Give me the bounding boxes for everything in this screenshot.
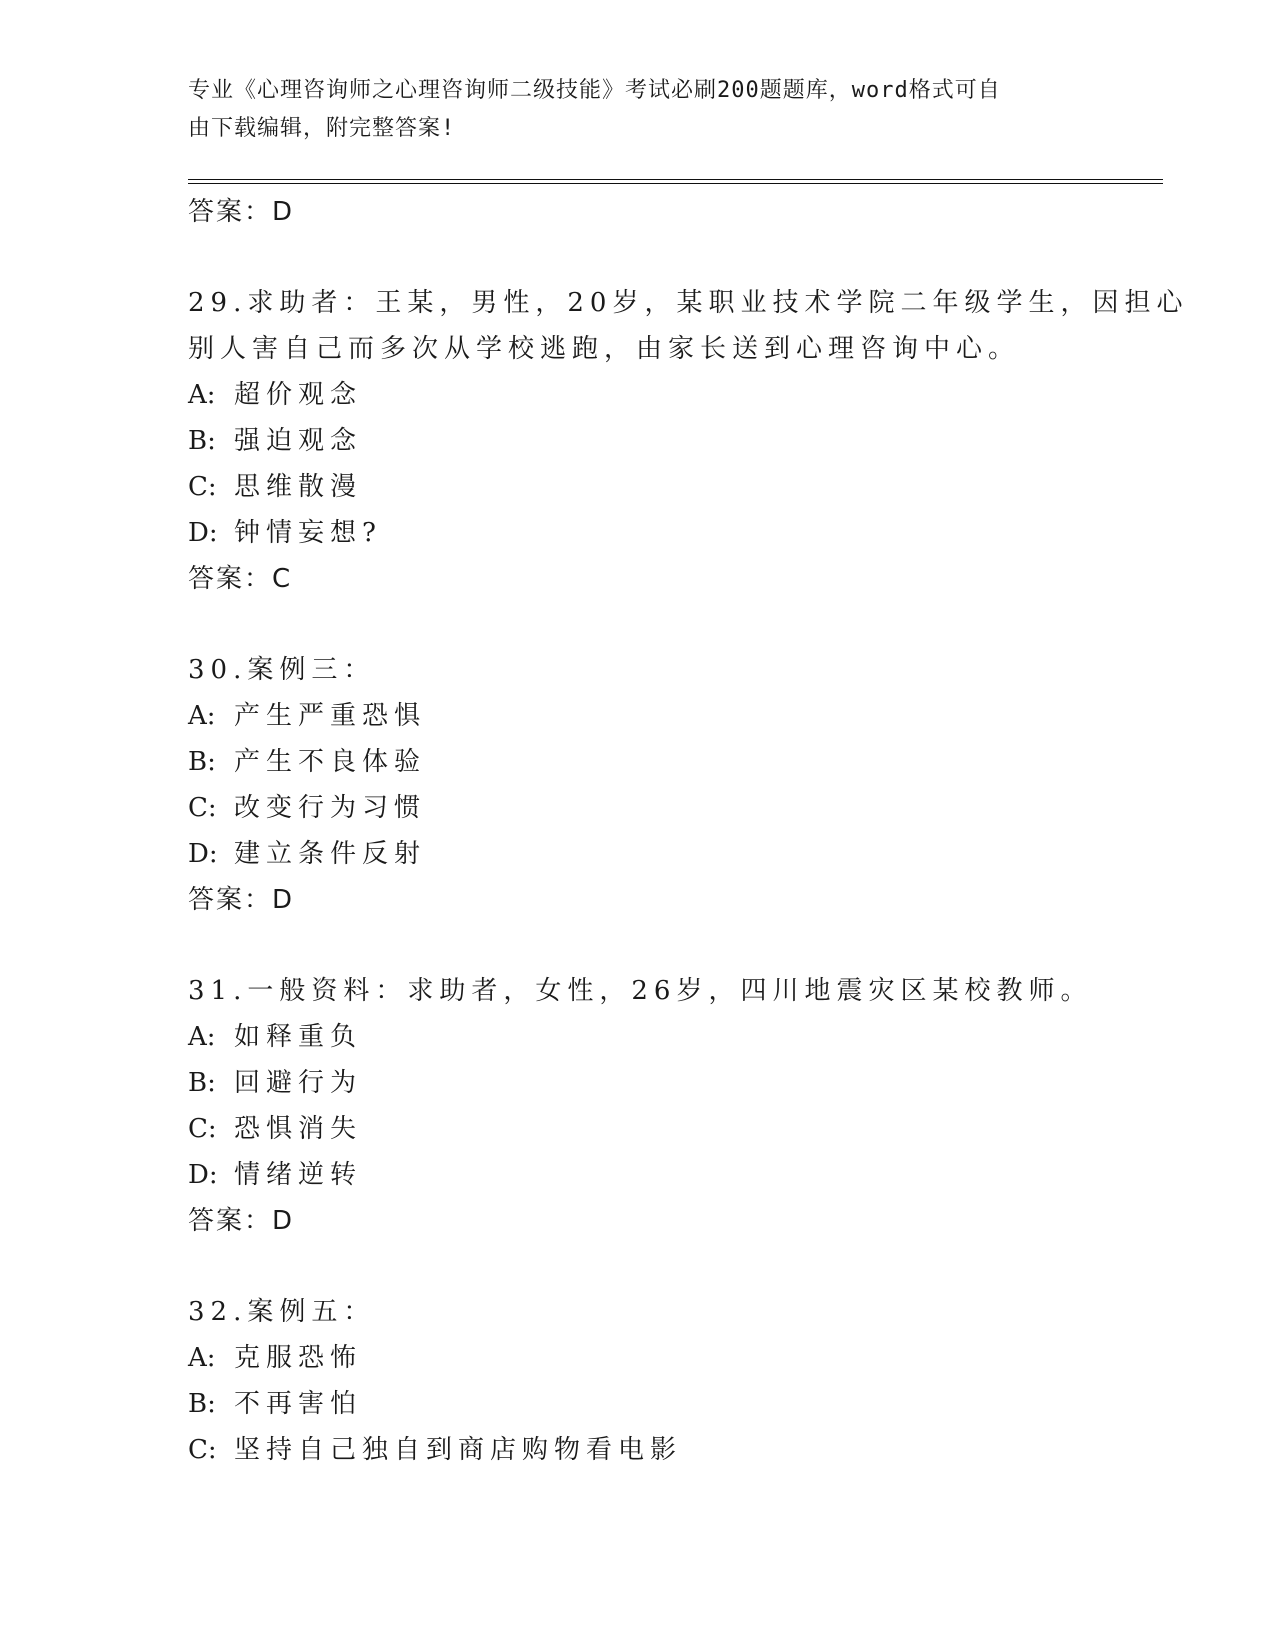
- answer-label: 答案：: [188, 885, 273, 915]
- option-c: [188, 464, 1163, 510]
- option-text: 回避行为: [234, 1068, 363, 1098]
- option-key: A:: [188, 701, 216, 731]
- answer-line: [188, 189, 1163, 235]
- question-text: 求助者：王某，男性，20岁，某职业技术学院二年级学生，因担心: [247, 288, 1189, 318]
- option-text: 产生严重恐惧: [234, 701, 427, 731]
- answer-line: [188, 877, 1163, 923]
- answer-value: D: [272, 1206, 295, 1236]
- question-text: 别人害自己而多次从学校逃跑，由家长送到心理咨询中心。: [188, 334, 1021, 364]
- option-text: 超价观念: [234, 380, 363, 410]
- option-text: 不再害怕: [234, 1389, 363, 1419]
- answer-line: [188, 1198, 1163, 1244]
- option-c: [188, 1106, 1163, 1152]
- option-key: A:: [188, 380, 216, 410]
- question-number: 29.: [188, 288, 248, 318]
- question-text: 案例三：: [247, 655, 376, 685]
- option-text: 克服恐怖: [234, 1343, 363, 1373]
- option-text: 坚持自己独自到商店购物看电影: [234, 1435, 683, 1465]
- option-d: [188, 510, 1163, 556]
- question-number: 32.: [188, 1297, 248, 1327]
- spacer: [188, 923, 1163, 968]
- option-d: [188, 831, 1163, 877]
- question-list: [188, 189, 1189, 1473]
- option-a: [188, 1335, 1163, 1381]
- option-b: [188, 418, 1163, 464]
- option-text: 恐惧消失: [234, 1114, 363, 1144]
- option-b: [188, 1381, 1163, 1427]
- option-text: 思维散漫: [234, 472, 363, 502]
- option-key: B:: [188, 1068, 216, 1098]
- question-text: 一般资料：求助者，女性，26岁，四川地震灾区某校教师。: [247, 976, 1093, 1006]
- option-c: [188, 1427, 1163, 1473]
- question-32: [188, 1289, 1163, 1473]
- question-29: [188, 280, 1189, 602]
- option-text: 强迫观念: [234, 426, 363, 456]
- option-key: A:: [188, 1343, 216, 1373]
- header-line-2: 由下载编辑，附完整答案!: [188, 116, 456, 141]
- question-stem: [188, 280, 1189, 326]
- answer-value: D: [272, 197, 295, 227]
- option-key: B:: [188, 426, 216, 456]
- answer-line: [188, 556, 1163, 602]
- option-text: 如释重负: [234, 1022, 363, 1052]
- option-a: [188, 372, 1163, 418]
- spacer: [188, 602, 1163, 647]
- question-number: 31.: [188, 976, 248, 1006]
- option-text: 改变行为习惯: [234, 793, 427, 823]
- spacer: [188, 235, 1163, 280]
- question-31: [188, 968, 1163, 1244]
- option-key: B:: [188, 747, 216, 777]
- spacer: [188, 1244, 1163, 1289]
- option-key: C:: [188, 472, 217, 502]
- answer-label: 答案：: [188, 1206, 273, 1236]
- document-header: [188, 72, 1068, 148]
- answer-value: C: [272, 564, 293, 594]
- option-c: [188, 785, 1163, 831]
- question-stem: [188, 968, 1163, 1014]
- option-text: 产生不良体验: [234, 747, 427, 777]
- option-text: 建立条件反射: [234, 839, 427, 869]
- option-key: B:: [188, 1389, 216, 1419]
- answer-label: 答案：: [188, 197, 273, 227]
- question-stem: [188, 1289, 1163, 1335]
- question-stem-continued: [188, 326, 1163, 372]
- option-a: [188, 1014, 1163, 1060]
- question-stem: [188, 647, 1163, 693]
- option-key: C:: [188, 1435, 217, 1465]
- option-key: C:: [188, 1114, 217, 1144]
- answer-label: 答案：: [188, 564, 273, 594]
- option-key: A:: [188, 1022, 216, 1052]
- option-d: [188, 1152, 1163, 1198]
- question-number: 30.: [188, 655, 248, 685]
- option-b: [188, 739, 1163, 785]
- header-line-1: 专业《心理咨询师之心理咨询师二级技能》考试必刷200题题库，word格式可自: [188, 78, 1001, 103]
- option-text: 情绪逆转: [234, 1160, 363, 1190]
- option-a: [188, 693, 1163, 739]
- option-text: 钟情妄想?: [234, 518, 382, 548]
- option-key: D:: [188, 518, 218, 548]
- option-key: C:: [188, 793, 217, 823]
- question-text: 案例五：: [247, 1297, 376, 1327]
- question-30: [188, 647, 1163, 923]
- answer-value: D: [272, 885, 295, 915]
- option-key: D:: [188, 839, 218, 869]
- header-divider: [188, 179, 1163, 184]
- option-key: D:: [188, 1160, 218, 1190]
- option-b: [188, 1060, 1163, 1106]
